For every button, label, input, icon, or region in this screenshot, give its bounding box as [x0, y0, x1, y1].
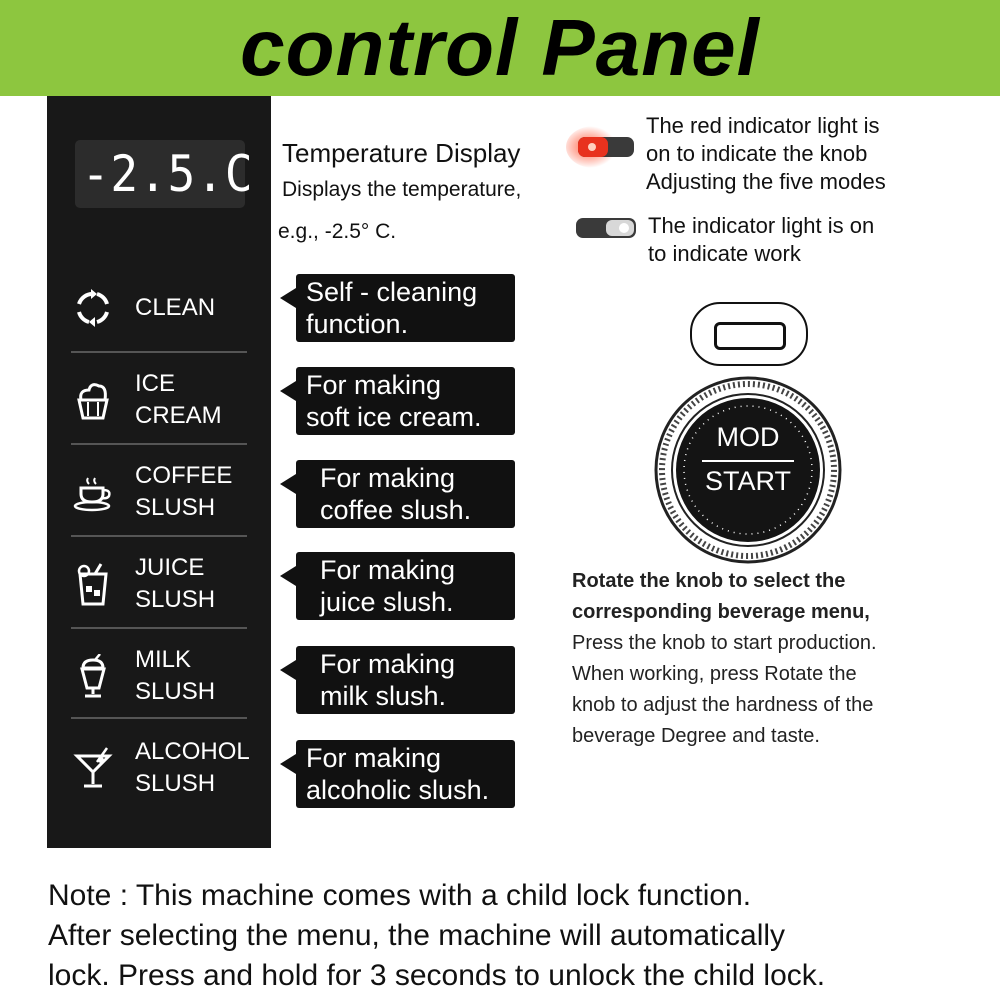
menu-label-clean: CLEAN	[135, 294, 216, 321]
temperature-example: e.g., -2.5° C.	[278, 220, 397, 243]
temperature-desc: Displays the temperature,	[282, 178, 522, 201]
refresh-icon	[71, 286, 115, 330]
menu-item-clean[interactable]	[71, 266, 249, 350]
temperature-display	[75, 140, 254, 208]
ice-cream-icon	[71, 378, 115, 422]
callout-alcohol-slush: For making alcoholic slush.	[296, 740, 515, 808]
menu-label-coffee-slush: COFFEE SLUSH	[135, 462, 233, 521]
cocktail-icon	[71, 746, 115, 790]
divider	[71, 535, 247, 537]
coffee-cup-icon	[71, 470, 115, 514]
menu-label-juice-slush: JUICE SLUSH	[135, 554, 216, 613]
callout-ice-cream: For making soft ice cream.	[296, 367, 515, 435]
callout-juice-slush: For making juice slush.	[296, 552, 515, 620]
divider	[71, 627, 247, 629]
red-indicator-text: The red indicator light is on to indicate the knob Adjusting the five modes	[646, 113, 886, 194]
knob-description: Rotate the knob to select the corresponding beverage menu, Press the knob to start production. When working, press Rotate the knob to adjust the hardness of the beverage Degree and taste.	[572, 570, 877, 747]
menu-label-milk-slush: MILK SLUSH	[135, 646, 216, 705]
child-lock-note: Note : This machine comes with a child lock function. After selecting the menu, the machine will automatically lock. Press and hold for 3 seconds to unlock the child lock.	[48, 879, 826, 992]
menu-item-alcohol-slush[interactable]	[71, 726, 249, 810]
temperature-title: Temperature Display	[282, 138, 521, 168]
red-indicator-light	[564, 124, 640, 170]
work-indicator-light	[574, 214, 640, 242]
callout-clean: Self - cleaning function.	[296, 274, 515, 342]
divider	[71, 717, 247, 719]
menu-item-milk-slush[interactable]	[71, 634, 249, 718]
divider	[71, 443, 247, 445]
knob-label-mod: MOD	[716, 422, 780, 452]
knob-label-start: START	[704, 466, 791, 496]
menu-item-ice-cream[interactable]	[71, 358, 249, 442]
work-indicator-text: The indicator light is on to indicate work	[648, 213, 875, 266]
menu-label-alcohol-slush: ALCOHOL SLUSH	[135, 738, 250, 797]
milkshake-icon	[71, 654, 115, 698]
knob-divider	[702, 460, 794, 462]
callout-milk-slush: For making milk slush.	[296, 646, 515, 714]
control-panel	[47, 96, 271, 848]
callout-coffee-slush: For making coffee slush.	[296, 460, 515, 528]
function-button[interactable]	[690, 302, 808, 366]
page-title: control Panel	[240, 3, 760, 92]
divider	[71, 351, 247, 353]
menu-item-coffee-slush[interactable]	[71, 450, 249, 534]
menu-label-ice-cream: ICE CREAM	[135, 370, 222, 429]
temperature-reading: -2.5.C	[81, 145, 254, 203]
juice-glass-icon	[71, 562, 115, 606]
menu-item-juice-slush[interactable]	[71, 542, 249, 626]
